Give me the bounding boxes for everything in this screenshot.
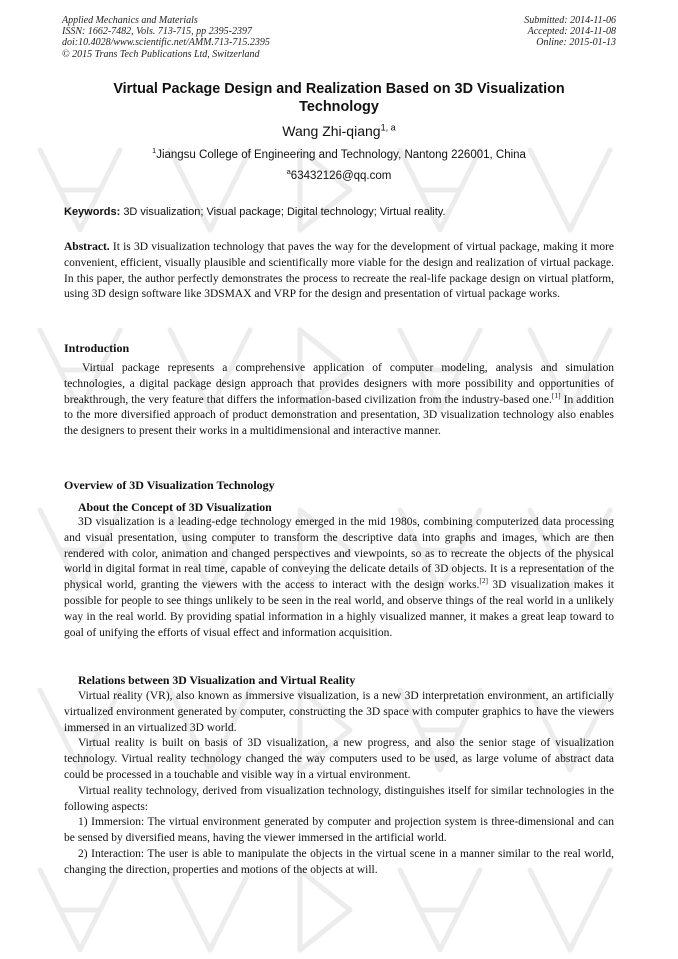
citation-1: [1] bbox=[551, 390, 561, 400]
title-line-1: Virtual Package Design and Realization Based on 3D Visualization bbox=[113, 81, 565, 97]
relations-subheading: Relations between 3D Visualization and Virtual Reality bbox=[78, 673, 356, 687]
concept-text-b: 3D visualization makes it possible for people to see things unlikely to be seen in the real world, and observe things of the real world in a unlikely way in the real world. By providing spatial information in a highly visualized manner, it makes a great leap toward to goal of unifying the efforts of visual effect and information acquisition. bbox=[64, 579, 614, 639]
introduction-heading: Introduction bbox=[64, 341, 130, 355]
relations-section bbox=[64, 689, 614, 879]
paper-title bbox=[62, 81, 616, 116]
journal-name: Applied Mechanics and Materials bbox=[62, 15, 198, 26]
relations-paragraph-2: Virtual reality is built on basis of 3D visualization, a new progress, and also the senior stage of visualization technology. Virtual reality technology changed the way computers used to be used, as large volume of abstract data could be processed in a touchable and visible way in a virtual environment. bbox=[64, 737, 614, 781]
affiliation-superscript: 1 bbox=[152, 146, 157, 156]
relations-paragraph-3: Virtual reality technology, derived from visualization technology, distinguishes itself for similar technologies in the following aspects: bbox=[64, 784, 614, 813]
relations-paragraph-5: 2) Interaction: The user is able to manipulate the objects in the virtual scene in a manner similar to the real world, changing the direction, properties and motions of the objects at will. bbox=[64, 847, 614, 876]
author bbox=[62, 123, 616, 139]
online-date: Online: 2015-01-13 bbox=[536, 37, 616, 49]
abstract-text: It is 3D visualization technology that paves the way for the development of virtual package, making it more convenient, efficient, visually plausible and scientifically more viable for the design and realization of virtual package. In this paper, the author perfectly demonstrates the process to recreate the real-life package design on virtual platform, using 3D design software like 3DSMAX and VRP for the design and presentation of virtual package works. bbox=[64, 241, 614, 301]
abstract-label: Abstract. bbox=[64, 241, 110, 253]
relations-paragraph-1: Virtual reality (VR), also known as immersive visualization, is a new 3D interpretation environment, an artificially virtualized environment generated by computer, constructing the 3D space with computer graphics to have the viewers immersed in an virtualized 3D world. bbox=[64, 690, 614, 734]
accepted-date: Accepted: 2014-11-08 bbox=[527, 26, 616, 38]
copyright: © 2015 Trans Tech Publications Ltd, Switzerland bbox=[62, 48, 260, 60]
email-address: 63432126@qq.com bbox=[290, 170, 392, 182]
affiliation-text: Jiangsu College of Engineering and Technology, Nantong 226001, China bbox=[156, 149, 526, 161]
author-superscript: 1, a bbox=[380, 122, 396, 133]
keywords bbox=[64, 206, 614, 218]
concept-paragraph bbox=[64, 515, 614, 641]
issn: ISSN: 1662-7482, Vols. 713-715, pp 2395-2397 bbox=[62, 26, 252, 38]
author-name: Wang Zhi-qiang bbox=[282, 123, 381, 139]
date-info bbox=[524, 15, 616, 49]
title-line-2: Technology bbox=[299, 98, 379, 115]
email bbox=[62, 167, 616, 182]
introduction-paragraph bbox=[64, 361, 614, 440]
intro-text-b: In addition to the more diversified approach of product demonstration and presentation, 3D visualization technology also enables the designers to present their works in a multidimensional and interactive manner. bbox=[64, 393, 614, 438]
keywords-text: 3D visualization; Visual package; Digital technology; Virtual reality. bbox=[123, 206, 446, 218]
affiliation bbox=[62, 146, 616, 161]
concept-text-a: 3D visualization is a leading-edge technology emerged in the mid 1980s, combining computerized data processing and visual presentation, using computer to transform the descriptive data into graphs and images, which are then rendered with color, animation and changed perspectives and viewpoints, so as to recreate the objects of the physical world in digital format in real time, capable of conveying the delicate details of 3D objects. It is a representation of the physical world, granting the viewers with the access to interact with the design works. bbox=[64, 516, 614, 592]
keywords-label: Keywords: bbox=[64, 206, 121, 218]
submitted-date: Submitted: 2014-11-06 bbox=[524, 15, 616, 26]
intro-text-a: Virtual package represents a comprehensive application of computer modeling, analysis and simulation technologies, a digital package design approach that provides designers with more possibility and opportunities of breakthrough, the very feature that differs the information-based civilization from the industry-based one. bbox=[64, 362, 614, 406]
relations-paragraph-4: 1) Immersion: The virtual environment generated by computer and projection system is three-dimensional and can be sensed by diversified means, having the viewer immersed in the artificial world. bbox=[64, 816, 614, 845]
citation-2: [2] bbox=[479, 576, 489, 586]
journal-info bbox=[62, 15, 270, 60]
doi: doi:10.4028/www.scientific.net/AMM.713-715.2395 bbox=[62, 37, 270, 49]
concept-subheading: About the Concept of 3D Visualization bbox=[78, 500, 272, 514]
abstract bbox=[64, 240, 614, 303]
overview-heading: Overview of 3D Visualization Technology bbox=[64, 478, 275, 492]
email-superscript: a bbox=[286, 167, 291, 177]
